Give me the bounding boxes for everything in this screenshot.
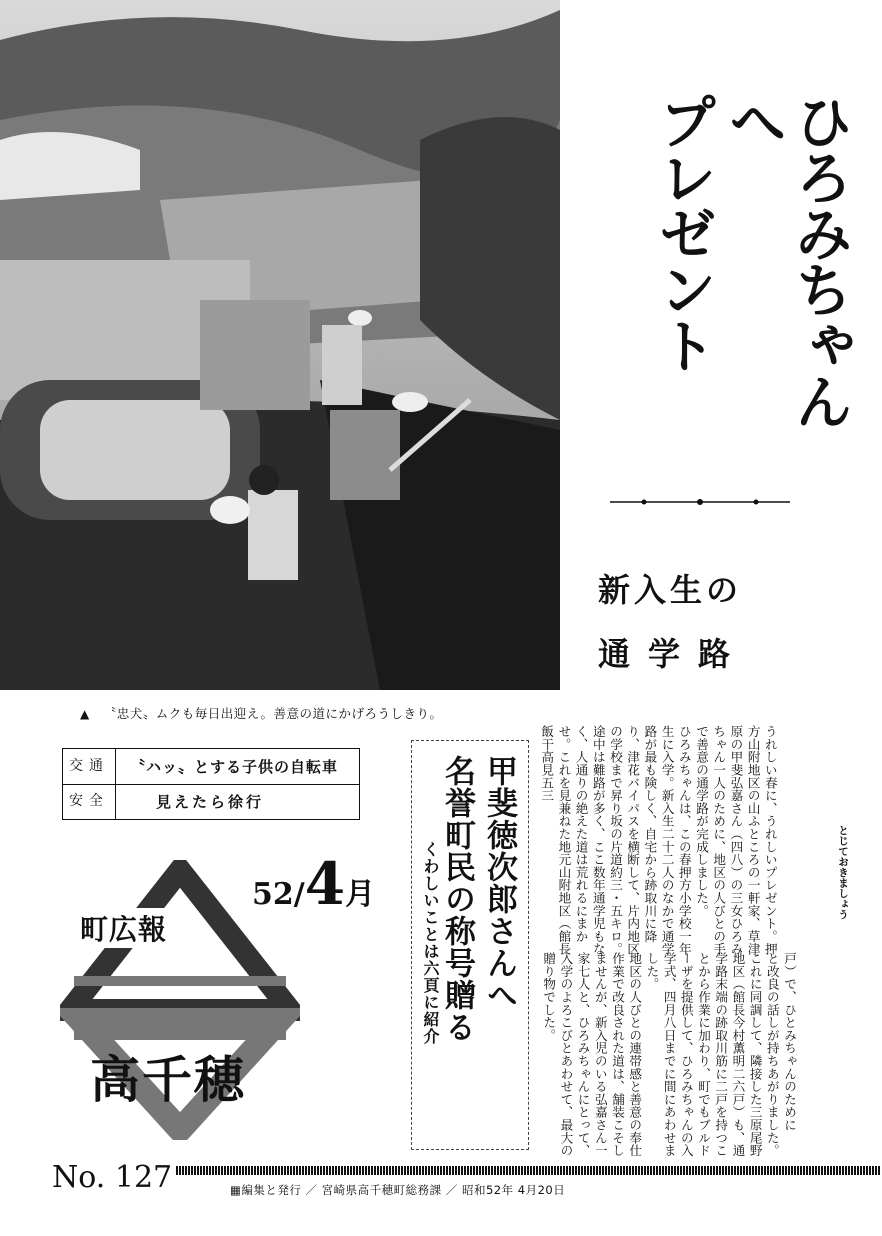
traffic-safety-box: [62, 748, 360, 820]
cover-photo: [0, 0, 560, 690]
triangle-icon: ▲: [80, 707, 90, 721]
honor-line2: 名誉町民の称号贈る: [439, 755, 475, 1043]
issue-month-char: 月: [345, 877, 376, 912]
masthead-small-title: 町広報: [78, 908, 169, 948]
issue-month: 4: [304, 850, 346, 918]
caption-text: 〝忠犬〟ムクも毎日出迎え。善意の道にかげろうしきり。: [103, 706, 443, 721]
honor-headline: [436, 755, 520, 1043]
article-paragraph: 途中は難路が多く、ここ数年通学児もなく、人通りの絶えた道は荒れるにまかせ。これを見兼ねた地元山附地区（館長飯干高見五三: [539, 725, 606, 956]
headline-line2: プレゼント: [649, 92, 717, 372]
honorary-citizen-box: [411, 740, 529, 1150]
safety-label: 交通: [63, 749, 116, 784]
photo-illustration: [0, 0, 560, 690]
honor-note: くわしいことは六頁に紹介: [421, 841, 440, 1045]
article-paragraph: これに同調して、隣接した三原尾野地区（館長今村薫明二六戸）も、通学路末端の跡取川筋に二戸を持つことから作業に加わり、町でもブルドーザを提供して、ひろみちゃんの入学式、四月八日までに間にあわせました。: [644, 952, 763, 1157]
issue-number: No. 127: [52, 1160, 173, 1195]
safety-label: 安全: [63, 784, 116, 819]
subtitle-line1: 新入生の: [598, 571, 743, 609]
safety-slogan: 〝ハッ〟とする子供の自転車: [130, 758, 339, 776]
safety-row: [63, 749, 359, 785]
headline: [650, 92, 852, 462]
honor-line1: 甲斐徳次郎さんへ: [481, 755, 517, 1011]
article-paragraph: ひろみちゃんは、この春押方小学校一年生に入学。新入生二十二人のなかで通学路が最も険しく、自宅から跡取川に降り、津花バイパスを横断して、片内地区の学校まで昇り坂の片道約三・五キロ。: [608, 725, 692, 956]
article-paragraph: 戸）で、ひとみちゃんのために と改良の話しが持ちあがりました。: [764, 952, 798, 1157]
article-paragraph: 地区の人びとの連帯感と善意の奉仕作業で改良された道は、舗装こそしませんが、新入児のいる弘嘉さん一家七人と、ひろみちゃんにとって、入学のよろこびとあわせて、最大の贈り物でした。: [541, 952, 643, 1157]
masthead-title: 高千穂: [90, 1050, 246, 1109]
binding-note: とじておきましょう: [837, 825, 849, 920]
article-part2: [540, 952, 798, 1157]
issue-year: 52: [252, 877, 294, 912]
issue-date: 52/4月: [252, 850, 376, 918]
headline-line1: ひろみちゃんへ: [719, 92, 853, 428]
footer-rule: [176, 1166, 881, 1175]
safety-slogan: 見えたら徐行: [156, 793, 265, 811]
subtitle-line2: 通学路: [598, 635, 749, 673]
publisher-footer: ▦編集と発行 ／ 宮崎県高千穂町総務課 ／ 昭和52年 4月20日: [230, 1183, 566, 1197]
article-paragraph: うれしい春に、うれしいプレゼント。押方山附地区の山ふところの一軒家、草津原の甲斐弘嘉さん（四八）の三女ひろみちゃん一人のために、地区の人びとの手で善意の通学路が完成しました。: [694, 725, 778, 956]
safety-row: [63, 784, 359, 819]
photo-caption: [80, 704, 443, 722]
article-part1: [538, 725, 779, 967]
ornamental-rule: [610, 496, 790, 508]
